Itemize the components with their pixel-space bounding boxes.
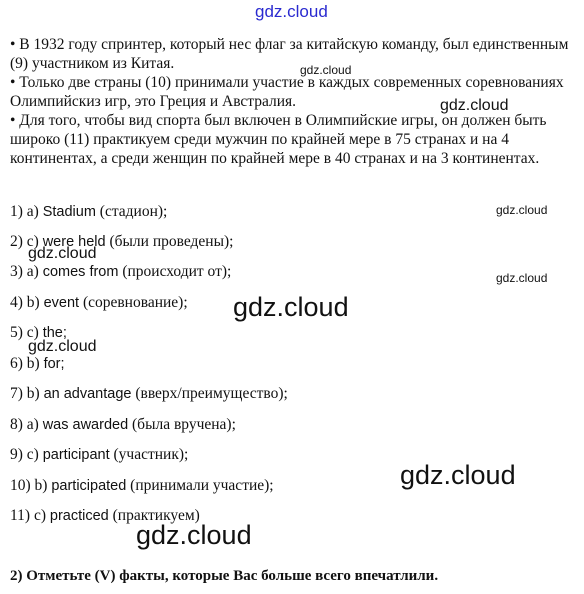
watermark: gdz.cloud [136, 520, 252, 550]
answer-line: 11) c) practiced (практикуем) [10, 507, 200, 524]
fact-bullet: • Для того, чтобы вид спорта был включен в Олимпийские игры, он должен быть широко (11) практикуем среди мужчин по крайней мере в 75 странах и на 4 континентах, а среди женщин по крайней мере в 40 странах и на 3 континентах. [10, 112, 547, 167]
watermark: gdz.cloud [496, 203, 548, 217]
watermark: gdz.cloud [300, 63, 352, 77]
watermark: gdz.cloud [28, 338, 97, 355]
answer-line: 2) c) were held (были проведены); [10, 233, 234, 250]
watermark: gdz.cloud [496, 271, 548, 285]
answer-line: 5) c) the; [10, 324, 67, 341]
answer-line: 9) c) participant (участник); [10, 446, 189, 463]
watermark: gdz.cloud [440, 97, 509, 114]
watermark-top: gdz.cloud [255, 2, 328, 21]
fact-bullet: • Только две страны (10) принимали участие в каждых современных соревнованиях Олимпийскиз игр, это Греция и Австралия. [10, 74, 564, 110]
answer-line: 1) a) Stadium (стадион); [10, 203, 168, 220]
task-heading: 2) Отметьте (V) факты, которые Вас больше всего впечатлили. [10, 568, 439, 584]
answer-line: 6) b) for; [10, 355, 65, 372]
fact-bullet: • В 1932 году спринтер, который нес флаг за китайскую команду, был единственным (9) участником из Китая. [10, 36, 569, 72]
watermark: gdz.cloud [28, 245, 97, 262]
answer-line: 3) a) comes from (происходит от); [10, 263, 232, 280]
answer-line: 7) b) an advantage (вверх/преимущество); [10, 385, 288, 402]
answer-line: 8) a) was awarded (была вручена); [10, 416, 236, 433]
answer-line: 4) b) event (соревнование); [10, 294, 188, 311]
watermark: gdz.cloud [400, 460, 516, 490]
answer-line: 10) b) participated (принимали участие); [10, 477, 274, 494]
watermark: gdz.cloud [233, 292, 349, 322]
